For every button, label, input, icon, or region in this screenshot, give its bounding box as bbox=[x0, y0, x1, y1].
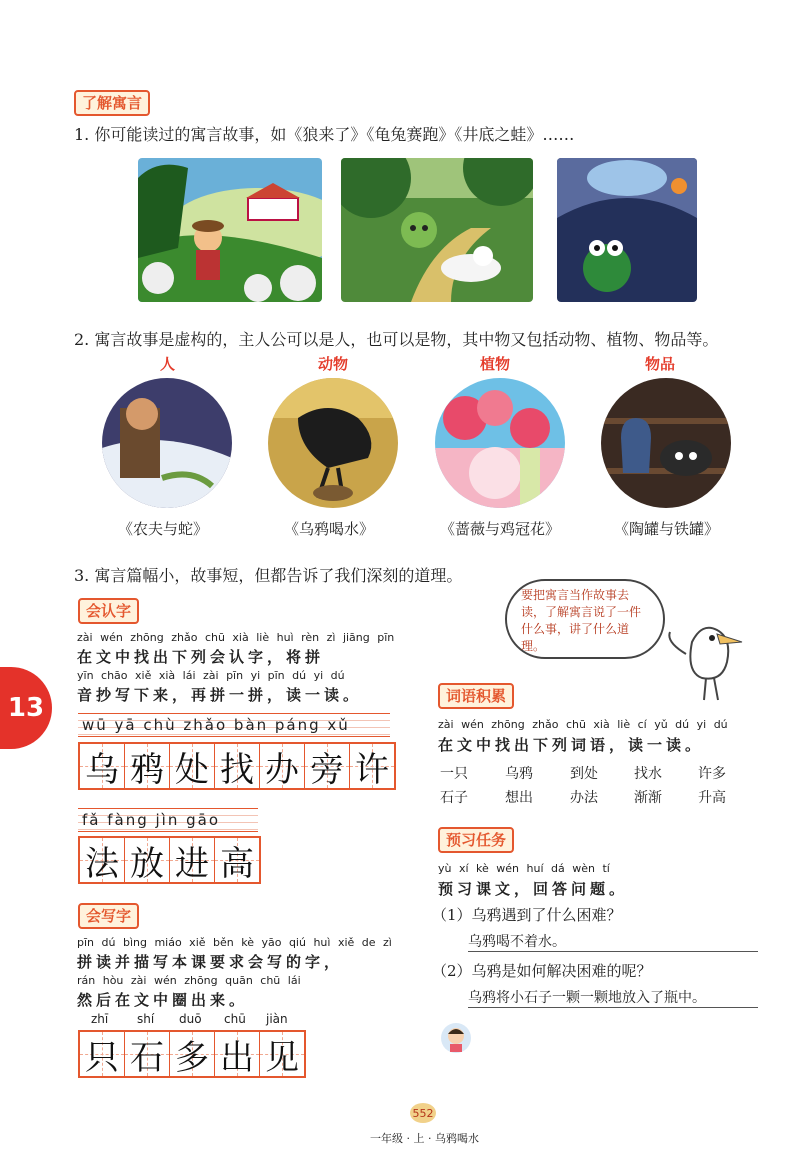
crow-drinks-water-illustration bbox=[268, 378, 398, 508]
girl-mascot-icon bbox=[440, 1022, 472, 1054]
char-cell: 旁 bbox=[305, 744, 350, 788]
recognize-instruction-pinyin-1: zài wén zhōng zhǎo chū xià liè huì rèn zì jiāng pīn bbox=[77, 631, 395, 644]
char-cell: 只 bbox=[80, 1032, 125, 1076]
vocab-word: 办法 bbox=[570, 790, 598, 806]
vocab-word: 找水 bbox=[634, 766, 662, 782]
vocab-word: 升高 bbox=[698, 790, 726, 806]
char-cell: 鸦 bbox=[125, 744, 170, 788]
vocab-word: 到处 bbox=[570, 766, 598, 782]
char-cell: 见 bbox=[260, 1032, 304, 1076]
preview-instruction-pinyin: yù xí kè wén huí dá wèn tí bbox=[438, 862, 610, 875]
char-cell: 高 bbox=[215, 838, 259, 882]
recognize-char-grid-1 bbox=[78, 742, 396, 790]
recognize-char-grid-2 bbox=[78, 836, 261, 884]
preview-question-1: （1）乌鸦遇到了什么困难？ bbox=[432, 906, 622, 924]
point-3-text: 3. 寓言篇幅小，故事短，但都告诉了我们深刻的道理。 bbox=[74, 566, 463, 585]
char-cell: 找 bbox=[215, 744, 260, 788]
tip-speech-bubble: 要把寓言当作故事去读，了解寓言说了一件什么事，讲了什么道理。 bbox=[505, 579, 665, 659]
vocab-word: 想出 bbox=[505, 790, 533, 806]
clay-and-iron-pots-illustration bbox=[601, 378, 731, 508]
boy-cried-wolf-illustration bbox=[138, 158, 322, 302]
write-instruction-line-2: 然后在文中圈出来。 bbox=[77, 991, 249, 1009]
write-char-grid bbox=[78, 1030, 306, 1078]
point-2-text: 2. 寓言故事是虚构的，主人公可以是人，也可以是物，其中物又包括动物、植物、物品等。 bbox=[74, 330, 719, 349]
vocab-instruction-line: 在文中找出下列词语，读一读。 bbox=[438, 736, 705, 754]
vocab-word: 石子 bbox=[440, 790, 468, 806]
page-number: 552 bbox=[410, 1103, 436, 1123]
category-plant: 植物 bbox=[480, 355, 511, 373]
point-1-text: 1. 你可能读过的寓言故事，如《狼来了》《龟兔赛跑》《井底之蛙》…… bbox=[74, 125, 575, 144]
section-tag-write: 会写字 bbox=[78, 903, 139, 929]
section-tag-recognize: 会认字 bbox=[78, 598, 139, 624]
write-pinyin-4: chū bbox=[224, 1012, 246, 1026]
vocab-word: 乌鸦 bbox=[505, 766, 533, 782]
preview-instruction-line: 预习课文，回答问题。 bbox=[438, 880, 629, 898]
char-cell: 放 bbox=[125, 838, 170, 882]
write-instruction-pinyin-2: rán hòu zài wén zhōng quān chū lái bbox=[77, 974, 301, 987]
char-cell: 进 bbox=[170, 838, 215, 882]
section-tag-preview-task: 预习任务 bbox=[438, 827, 514, 853]
lesson-number-tab: 13 bbox=[0, 667, 52, 749]
preview-answer-1: 乌鸦喝不着水。 bbox=[468, 931, 758, 952]
preview-question-2: （2）乌鸦是如何解决困难的呢？ bbox=[432, 962, 652, 980]
preview-answer-2: 乌鸦将小石子一颗一颗地放入了瓶中。 bbox=[468, 987, 758, 1008]
frog-in-well-illustration bbox=[557, 158, 697, 302]
vocab-word: 一只 bbox=[440, 766, 468, 782]
write-instruction-line-1: 拼读并描写本课要求会写的字， bbox=[77, 953, 344, 971]
section-tag-understand-fables: 了解寓言 bbox=[74, 90, 150, 116]
category-animal: 动物 bbox=[318, 355, 349, 373]
char-cell: 多 bbox=[170, 1032, 215, 1076]
caption-farmer-and-snake: 《农夫与蛇》 bbox=[118, 520, 209, 538]
farmer-and-snake-illustration bbox=[102, 378, 232, 508]
char-cell: 石 bbox=[125, 1032, 170, 1076]
vocab-instruction-pinyin: zài wén zhōng zhǎo chū xià liè cí yǔ dú yi dú bbox=[438, 718, 728, 731]
recognize-instruction-pinyin-2: yīn chāo xiě xià lái zài pīn yi pīn dú yi dú bbox=[77, 669, 345, 682]
recognize-pinyin-row-1: wū yā chù zhǎo bàn páng xǔ bbox=[78, 713, 390, 737]
recognize-instruction-line-1: 在文中找出下列会认字，将拼 bbox=[77, 648, 325, 666]
recognize-instruction-line-2: 音抄写下来，再拼一拼，读一读。 bbox=[77, 686, 363, 704]
char-cell: 许 bbox=[350, 744, 394, 788]
write-pinyin-5: jiàn bbox=[266, 1012, 288, 1026]
write-instruction-pinyin-1: pīn dú bìng miáo xiě běn kè yāo qiú huì xiě de zì bbox=[77, 936, 392, 949]
char-cell: 法 bbox=[80, 838, 125, 882]
vocab-word: 许多 bbox=[698, 766, 726, 782]
char-cell: 办 bbox=[260, 744, 305, 788]
crow-mascot-icon bbox=[662, 612, 752, 704]
recognize-pinyin-row-2: fǎ fàng jìn gāo bbox=[78, 808, 258, 832]
char-cell: 乌 bbox=[80, 744, 125, 788]
char-cell: 出 bbox=[215, 1032, 260, 1076]
char-cell: 处 bbox=[170, 744, 215, 788]
category-person: 人 bbox=[160, 355, 176, 373]
caption-rose-and-cockscomb: 《蔷薇与鸡冠花》 bbox=[440, 520, 561, 538]
write-pinyin-3: duō bbox=[179, 1012, 202, 1026]
footer-caption: 一年级 · 上 · 乌鸦喝水 bbox=[370, 1132, 479, 1145]
caption-crow-drinks-water: 《乌鸦喝水》 bbox=[284, 520, 375, 538]
vocab-word: 渐渐 bbox=[634, 790, 662, 806]
rose-and-cockscomb-illustration bbox=[435, 378, 565, 508]
write-pinyin-2: shí bbox=[137, 1012, 155, 1026]
caption-clay-and-iron-pots: 《陶罐与铁罐》 bbox=[614, 520, 720, 538]
write-pinyin-1: zhī bbox=[91, 1012, 109, 1026]
tortoise-and-hare-illustration bbox=[341, 158, 533, 302]
section-tag-vocabulary: 词语积累 bbox=[438, 683, 514, 709]
category-object: 物品 bbox=[645, 355, 676, 373]
